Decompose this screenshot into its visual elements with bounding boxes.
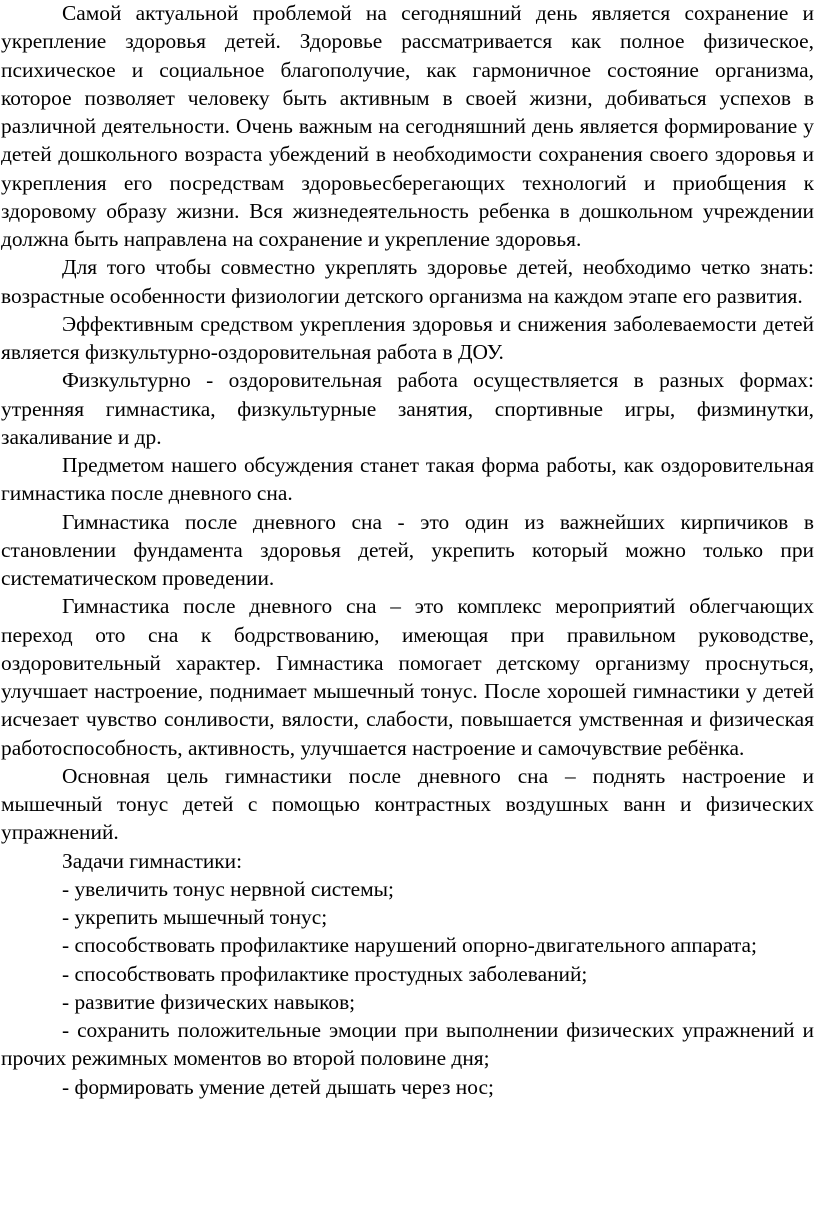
task-list-item: - укрепить мышечный тонус; xyxy=(62,905,328,929)
task-list-item: - способствовать профилактике нарушений опорно-двигательного аппарата; xyxy=(62,933,757,958)
tasks-heading: Задачи гимнастики: xyxy=(62,848,243,873)
task-list-item: - сохранить положительные эмоции при выполнении физических упражнений и прочих режимных моментов во второй половине дня; xyxy=(1,1018,814,1071)
task-list-item: - формировать умение детей дышать через нос; xyxy=(62,1074,494,1099)
paragraph-joint-health: Для того чтобы совместно укреплять здоровье детей, необходимо четко знать: возрастные особенности физиологии детского организма на каждом этапе его развития. xyxy=(1,255,814,308)
paragraph-effective-means: Эффективным средством укрепления здоровья и снижения заболеваемости детей является физкультурно-оздоровительная работа в ДОУ. xyxy=(1,311,814,364)
task-list-item: - увеличить тонус нервной системы; xyxy=(62,876,394,901)
paragraph-discussion-subject: Предметом нашего обсуждения станет такая форма работы, как оздоровительная гимнастика после дневного сна. xyxy=(1,453,814,506)
paragraph-intro: Самой актуальной проблемой на сегодняшний день является сохранение и укрепление здоровья детей. Здоровье рассматривается как полное физическое, психическое и социальное благополучие, как гармоничное состояние организма, которое позволяет человеку быть активным в своей жизни, добиваться успехов в различной деятельности. Очень важным на сегодняшний день является формирование у детей дошкольного возраста убеждений в необходимости сохранения своего здоровья и укрепления его посредствам здоровьесберегающих технологий и приобщения к здоровому образу жизни. Вся жизнедеятельность ребенка в дошкольном учреждении должна быть направлена на сохранение и укрепление здоровья. xyxy=(1,1,814,251)
paragraph-main-goal: Основная цель гимнастики после дневного сна – поднять настроение и мышечный тонус детей с помощью контрастных воздушных ванн и физических упражнений. xyxy=(1,763,814,845)
paragraph-gymnastics-definition: Гимнастика после дневного сна – это комплекс мероприятий облегчающих переход ото сна к бодрствованию, имеющая при правильном руководстве, оздоровительный характер. Гимнастика помогает детскому организму проснуться, улучшает настроение, поднимает мышечный тонус. После хорошей гимнастики у детей исчезает чувство сонливости, вялости, слабости, повышается умственная и физическая работоспособность, активность, улучшается настроение и самочувствие ребёнка. xyxy=(1,594,814,760)
task-list-item: - способствовать профилактике простудных заболеваний; xyxy=(62,961,588,986)
paragraph-gymnastics-foundation: Гимнастика после дневного сна - это один из важнейших кирпичиков в становлении фундамента здоровья детей, укрепить который можно только при систематическом проведении. xyxy=(1,509,814,590)
task-list-item: - развитие физических навыков; xyxy=(62,989,356,1014)
paragraph-forms-of-work: Физкультурно - оздоровительная работа осуществляется в разных формах: утренняя гимнастика, физкультурные занятия, спортивные игры, физминутки, закаливание и др. xyxy=(1,368,814,449)
